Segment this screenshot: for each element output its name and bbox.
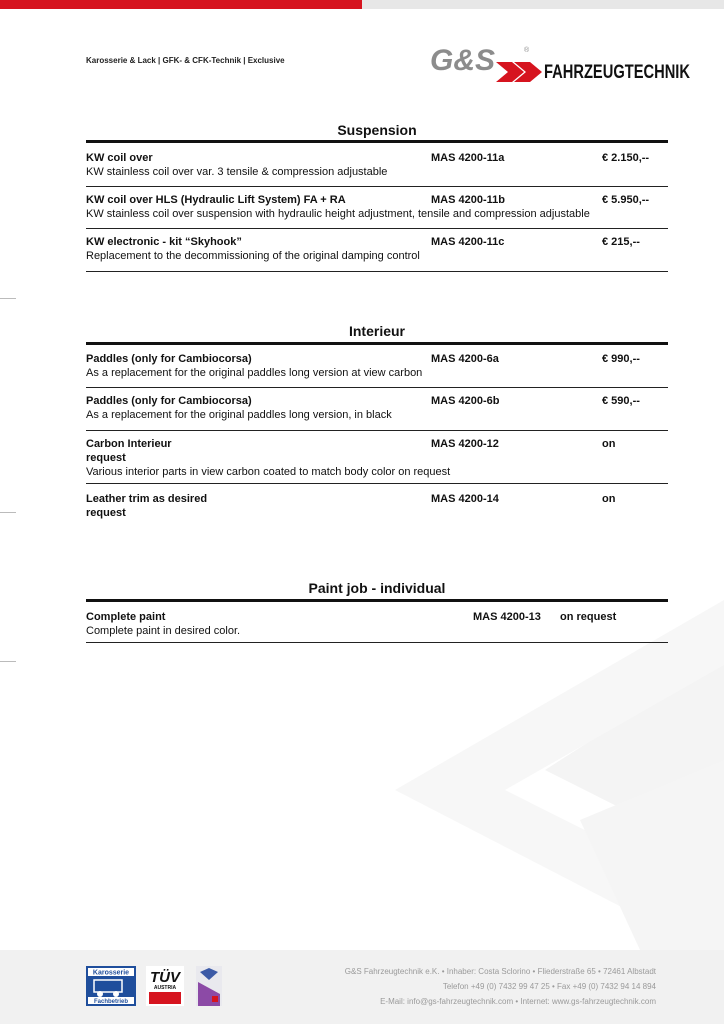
item-description: Various interior parts in view carbon coated to match body color on request xyxy=(86,466,451,478)
item-name: KW electronic - kit “Skyhook” xyxy=(86,236,242,248)
badge-text-top: Karosserie xyxy=(92,969,130,977)
item-code: MAS 4200-14 xyxy=(431,493,499,505)
item-price: € 990,-- xyxy=(602,353,640,365)
price-row xyxy=(86,194,668,222)
section-title-paint: Paint job - individual xyxy=(308,580,446,596)
section-rule xyxy=(86,140,668,143)
company-logo xyxy=(430,42,692,84)
item-code: MAS 4200-13 xyxy=(473,611,541,623)
item-code: MAS 4200-11c xyxy=(431,236,505,248)
row-divider xyxy=(86,483,668,484)
price-row xyxy=(86,611,668,639)
item-code: MAS 4200-6a xyxy=(431,353,499,365)
footer-phone: Telefon +49 (0) 7432 99 47 25 • Fax +49 (0) 7432 94 14 894 xyxy=(442,982,656,991)
item-name: Complete paint xyxy=(86,611,166,623)
item-description: Complete paint in desired color. xyxy=(86,625,241,637)
item-code: MAS 4200-6b xyxy=(431,395,500,407)
item-name: Paddles (only for Cambiocorsa) xyxy=(86,395,252,407)
item-price: € 590,-- xyxy=(602,395,640,407)
section-title-suspension: Suspension xyxy=(337,122,417,138)
item-code: MAS 4200-12 xyxy=(431,438,499,450)
item-name: Carbon Interieur xyxy=(86,438,172,450)
row-divider xyxy=(86,228,668,229)
fold-mark xyxy=(0,298,16,299)
item-name: Paddles (only for Cambiocorsa) xyxy=(86,353,252,365)
tuv-sub-text: AUSTRIA xyxy=(153,985,177,991)
item-name: KW coil over xyxy=(86,152,153,164)
row-divider xyxy=(86,430,668,431)
logo-mark: G&S xyxy=(430,44,496,77)
item-price: € 215,-- xyxy=(602,236,640,248)
item-name: Leather trim as desired xyxy=(86,493,208,505)
footer-email: E-Mail: info@gs-fahrzeugtechnik.com • Internet: www.gs-fahrzeugtechnik.com xyxy=(380,997,656,1006)
row-divider xyxy=(86,186,668,187)
price-row xyxy=(86,395,668,423)
footer-address: G&S Fahrzeugtechnik e.K. • Inhaber: Costa Sclorino • Fliederstraße 65 • 72461 Albstadt xyxy=(344,967,656,976)
item-price: on xyxy=(602,438,616,450)
row-divider xyxy=(86,642,668,643)
item-name: KW coil over HLS (Hydraulic Lift System) FA + RA xyxy=(86,194,346,206)
item-description: KW stainless coil over var. 3 tensile & compression adjustable xyxy=(86,166,388,178)
item-code: MAS 4200-11a xyxy=(431,152,505,164)
badge-text-bottom: Fachbetrieb xyxy=(93,999,129,1005)
logo-text: FAHRZEUGTECHNIK xyxy=(544,62,691,83)
certification-badge xyxy=(196,966,222,1006)
karosserie-fachbetrieb-badge xyxy=(86,966,136,1006)
tuv-text: TÜV xyxy=(150,969,180,986)
price-row xyxy=(86,236,668,264)
item-price: on request xyxy=(560,611,617,623)
section-title-interieur: Interieur xyxy=(348,323,405,339)
header-nav-text: Karosserie & Lack | GFK- & CFK-Technik | Exclusive xyxy=(86,56,285,65)
item-description: As a replacement for the original paddles long version at view carbon xyxy=(86,367,423,379)
item-description: KW stainless coil over suspension with hydraulic height adjustment, tensile and compression adjustable xyxy=(86,208,590,220)
price-row xyxy=(86,152,668,180)
fold-mark xyxy=(0,512,16,513)
footer-contact xyxy=(345,964,656,1009)
price-row xyxy=(86,493,668,521)
section-rule xyxy=(86,599,668,602)
row-divider xyxy=(86,271,668,272)
price-row xyxy=(86,438,668,480)
tuv-austria-badge xyxy=(146,966,184,1006)
item-price-continued: request xyxy=(86,507,126,519)
item-price: € 2.150,-- xyxy=(602,152,650,164)
item-price: on xyxy=(602,493,616,505)
logo-registered: ® xyxy=(524,47,530,54)
fold-mark xyxy=(0,661,16,662)
item-code: MAS 4200-11b xyxy=(431,194,505,206)
item-price-continued: request xyxy=(86,452,126,464)
item-price: € 5.950,-- xyxy=(602,194,650,206)
section-rule xyxy=(86,342,668,345)
row-divider xyxy=(86,387,668,388)
price-row xyxy=(86,353,668,381)
item-description: Replacement to the decommissioning of the original damping control xyxy=(86,250,420,262)
item-description: As a replacement for the original paddles long version, in black xyxy=(86,409,392,421)
